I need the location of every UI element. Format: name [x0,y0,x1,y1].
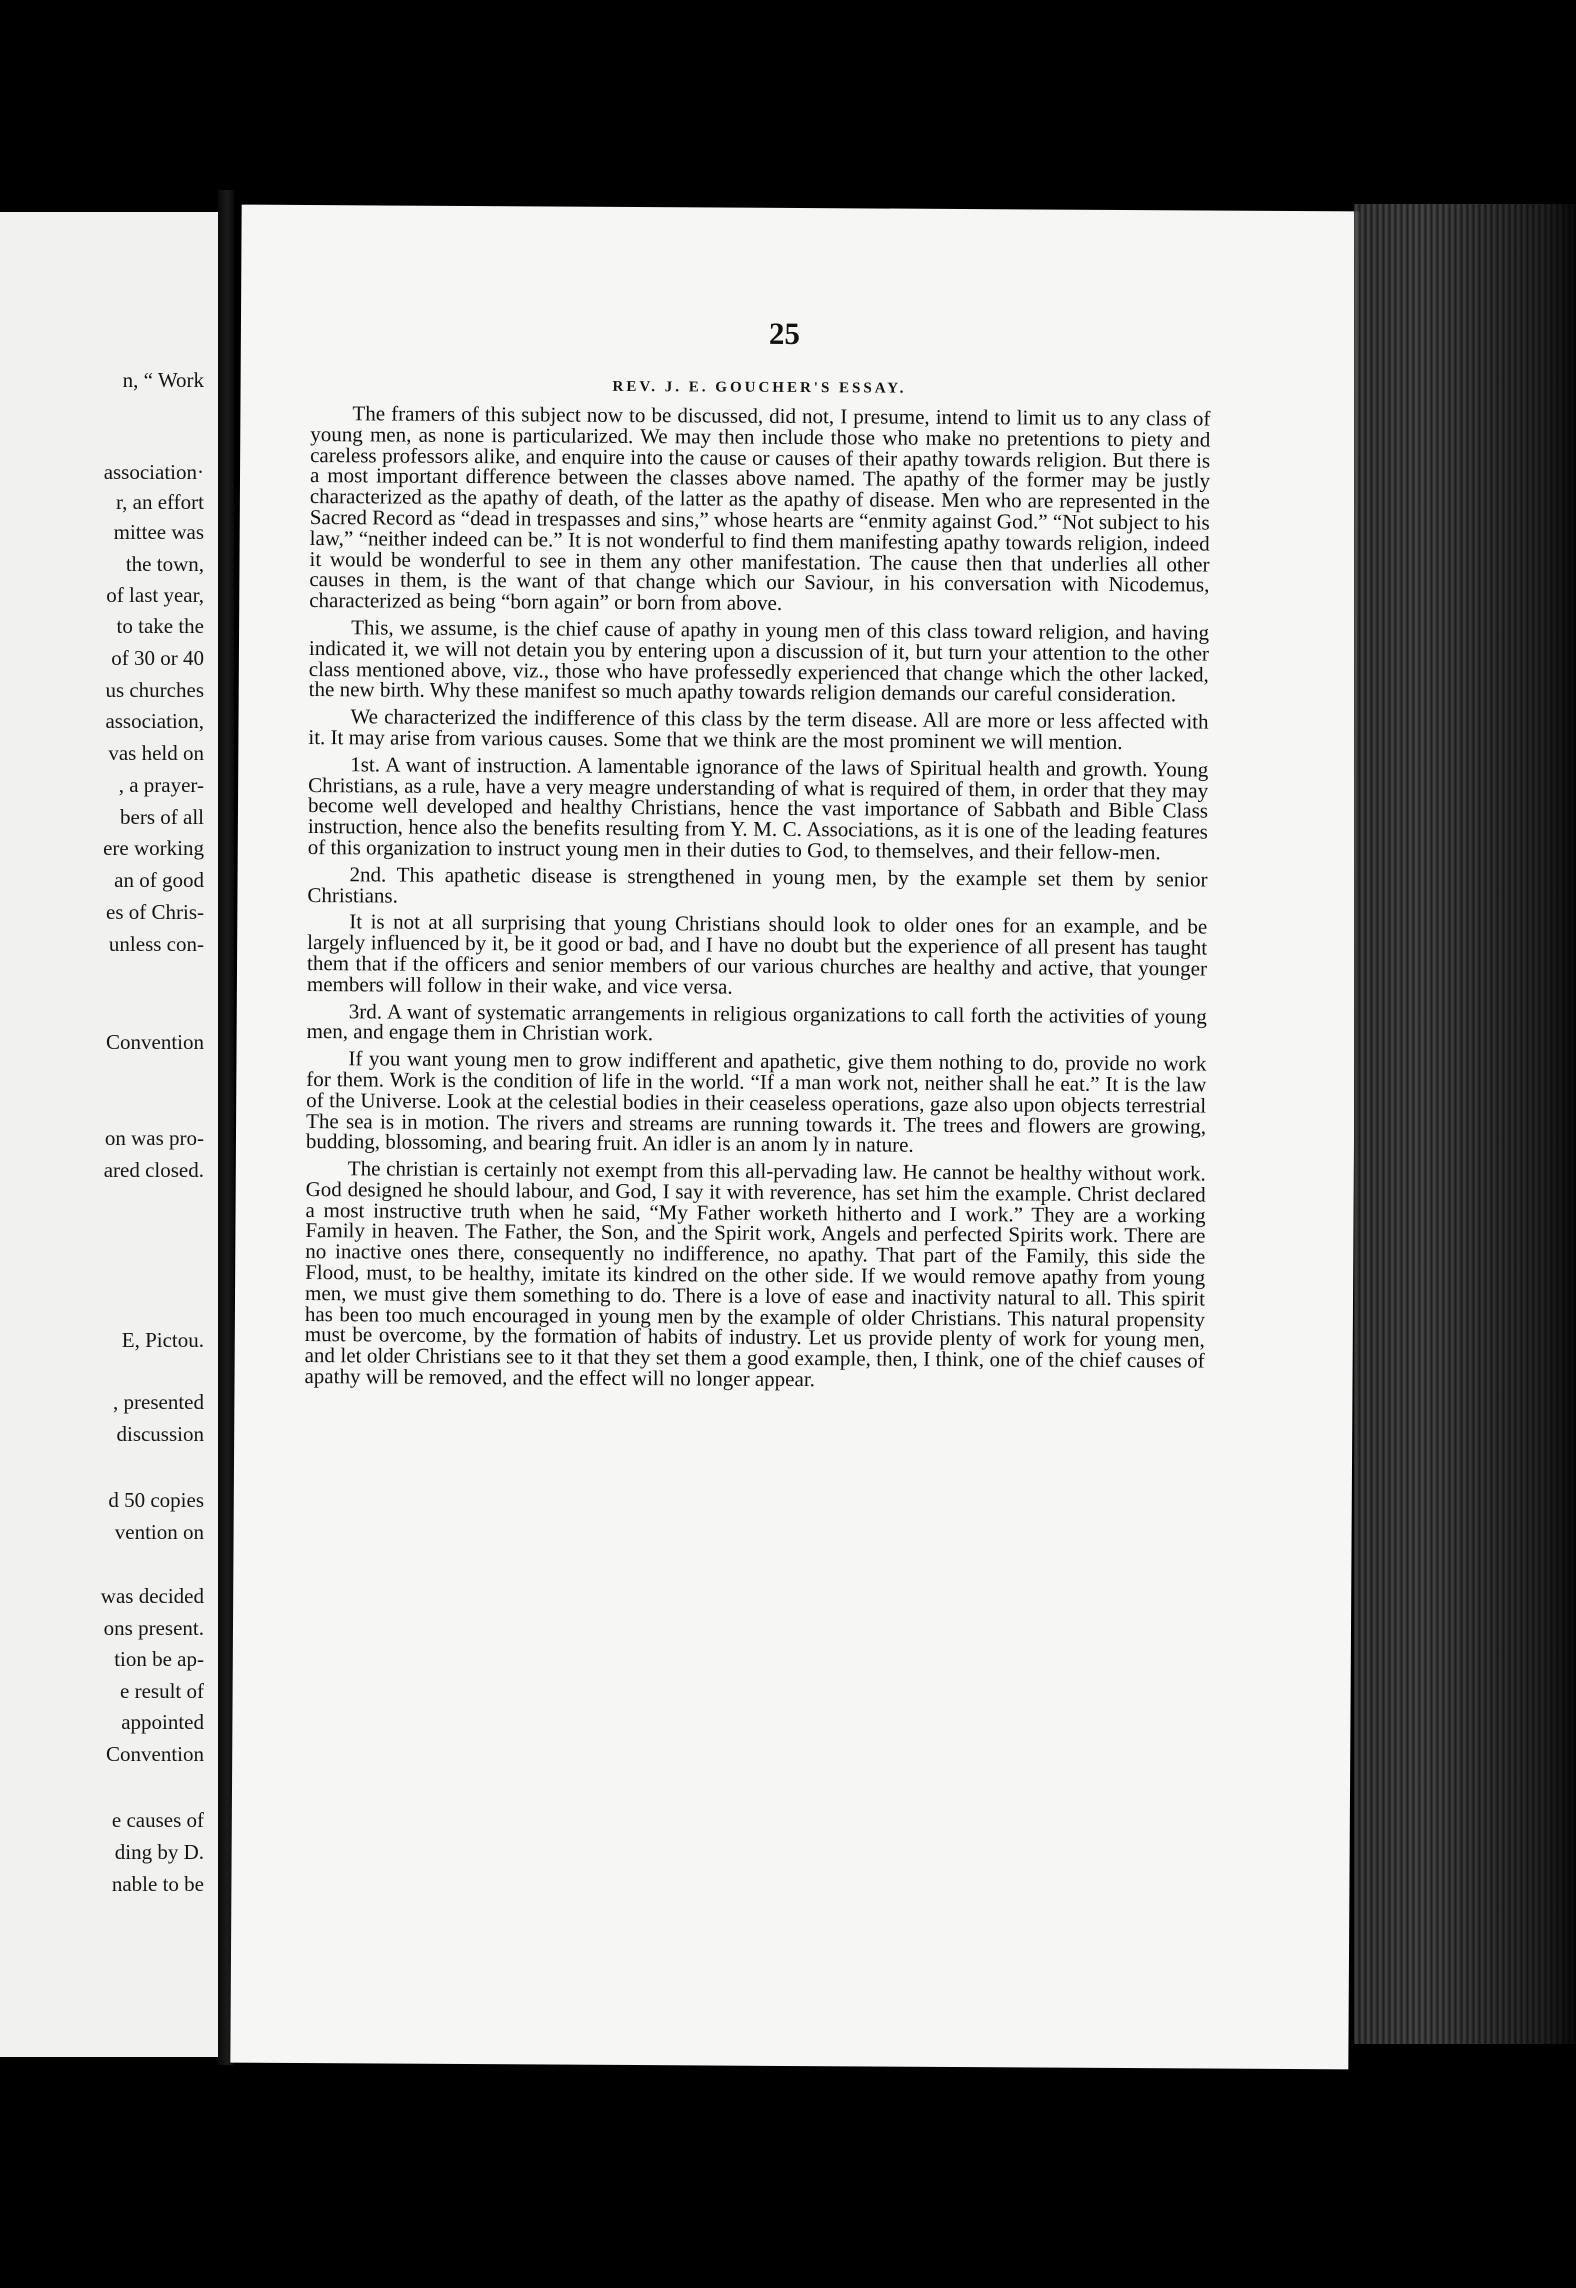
left-line: association, [105,709,204,733]
left-line: discussion [116,1422,204,1446]
left-line: n, “ Work [122,368,204,392]
running-head: REV. J. E. GOUCHER'S ESSAY. [612,378,907,397]
page-number: 25 [768,315,801,352]
left-line: ding by D. [114,1840,204,1864]
left-line: vas held on [108,741,204,765]
paragraph: This, we assume, is the chief cause of apathy in young men of this class toward religion, and having indicated it, we will not detain you by entering upon a discussion of it, but turn your attention to the other class mentioned above, viz., those who have professedly experienced that change which the other lacked, the new birth. Why these manifest so much apathy towards religion demands our careful consideration. [308,615,1210,707]
paragraph: The framers of this subject now to be discussed, did not, I presume, intend to limit us to any class of young men, as none is particularized. We may then include those who make no pretentions to piety and careless professors alike, and enquire into the cause or causes of their apathy towards religion. But there is a most important difference between the classes above named. The apathy of the former may be justly characterized as the apathy of death, of the latter as the apathy of disease. Men who are represented in the Sacred Record as “dead in trespasses and sins,” whose hearts are “enmity against God.” “Not subject to his law,” “neither indeed can be.” It is not wonderful to find them manifesting apathy towards religion, indeed it would be wonderful to see in them any other manifestation. The cause then that underlies all other causes in them, is the want of that change which our Saviour, in his conversation with Nicodemus, characterized as being “born again” or born from above. [309,401,1211,616]
left-line: ons present. [103,1616,204,1640]
left-line: vention on [114,1520,204,1544]
previous-page-fragment [0,212,218,2057]
left-line: es of Chris- [106,900,204,924]
book-edge-shadow [1354,204,1576,2044]
left-line: mittee was [113,520,204,544]
left-line: e result of [120,1679,204,1703]
left-line: , a prayer- [118,773,204,797]
left-line: r, an effort [116,490,204,514]
book-page [230,205,1359,2070]
paragraph: 3rd. A want of systematic arrangements in religious organizations to call forth the activities of young men, and engage them in Christian work. [306,998,1207,1046]
left-line: ared closed. [103,1158,204,1182]
paragraph: It is not at all surprising that young Christians should look to older ones for an example, and be largely influenced by it, be it good or bad, and I have no doubt but the experience of all present has taught them that if the officers and senior members of our various churches are healthy and active, that younger members will follow in their wake, and vice versa. [306,909,1208,999]
left-line: appointed [121,1710,204,1734]
paragraph: We characterized the indifference of this class by the term disease. All are more or less affected with it. It may arise from various causes. Some that we think are the most prominent we will mention. [308,704,1209,754]
left-line: , presented [113,1390,204,1414]
left-line: nable to be [111,1872,204,1896]
paragraph: The christian is certainly not exempt from this all-pervading law. He cannot be healthy without work. God designed he should labour, and God, I say it with reverence, has set him the example. Christ declared a most instructive truth when he said, “My Father worketh hitherto and I work.” They are a working Family in heaven. The Father, the Son, and the Spirit work, Angels and perfected Spirits work. There are no inactive ones there, consequently no indifference, no apathy. That part of the Family, this side the Flood, must, to be healthy, imitate its kindred on the other side. If we would remove apathy from young men, we must give them something to do. There is a love of ease and inactivity natural to all. This spirit has been too much encouraged in young men by the example of older Christians. This natural propensity must be overcome, by the formation of habits of industry. Let us provide plenty of work for young men, and let older Christians see to it that they set them a good example, then, I think, one of the chief causes of apathy will be removed, and the effect will no longer appear. [304,1156,1206,1392]
left-line: of last year, [106,583,204,607]
left-line: association· [103,460,204,484]
paragraph: 2nd. This apathetic disease is strengthened in young men, by the example set them by senior Christians. [307,862,1208,908]
left-line: the town, [125,552,204,576]
left-line: ere working [103,836,204,860]
left-line: Convention [106,1742,204,1766]
left-line: tion be ap- [114,1647,204,1671]
left-line: to take the [116,614,204,638]
paragraph: If you want young men to grow indifferent and apathetic, give them nothing to do, provide no work for them. Work is the condition of life in the world. “If a man work not, neither shall he eat.” It is the law of the Universe. Look at the celestial bodies in their ceaseless operations, gaze also upon objects terrestrial The sea is in motion. The rivers and streams are running towards it. The trees and flowers are growing, budding, blossoming, and bearing fruit. An idler is an anom ly in nature. [305,1046,1207,1158]
left-line: us churches [105,678,204,702]
left-line: bers of all [120,805,204,829]
paragraph: 1st. A want of instruction. A lamentable ignorance of the laws of Spiritual health and growth. Young Christians, as a rule, have a very meagre understanding of what is required of them, in order that they may become well developed and healthy Christians, hence the vast importance of Sabbath and Bible Class instruction, hence also the benefits resulting from Y. M. C. Associations, as it is one of the leading features of this organization to instruct young men in their duties to God, to themselves, and their fellow-men. [307,752,1209,865]
left-line: E, Pictou. [121,1328,204,1352]
left-line: unless con- [108,932,204,956]
left-line: d 50 copies [108,1488,204,1512]
essay-body [304,403,1210,1392]
left-line: an of good [114,868,204,892]
left-line: Convention [106,1030,204,1054]
left-line: on was pro- [104,1126,204,1150]
left-line: was decided [100,1584,204,1608]
left-line: e causes of [111,1808,204,1832]
left-line: of 30 or 40 [111,646,204,670]
